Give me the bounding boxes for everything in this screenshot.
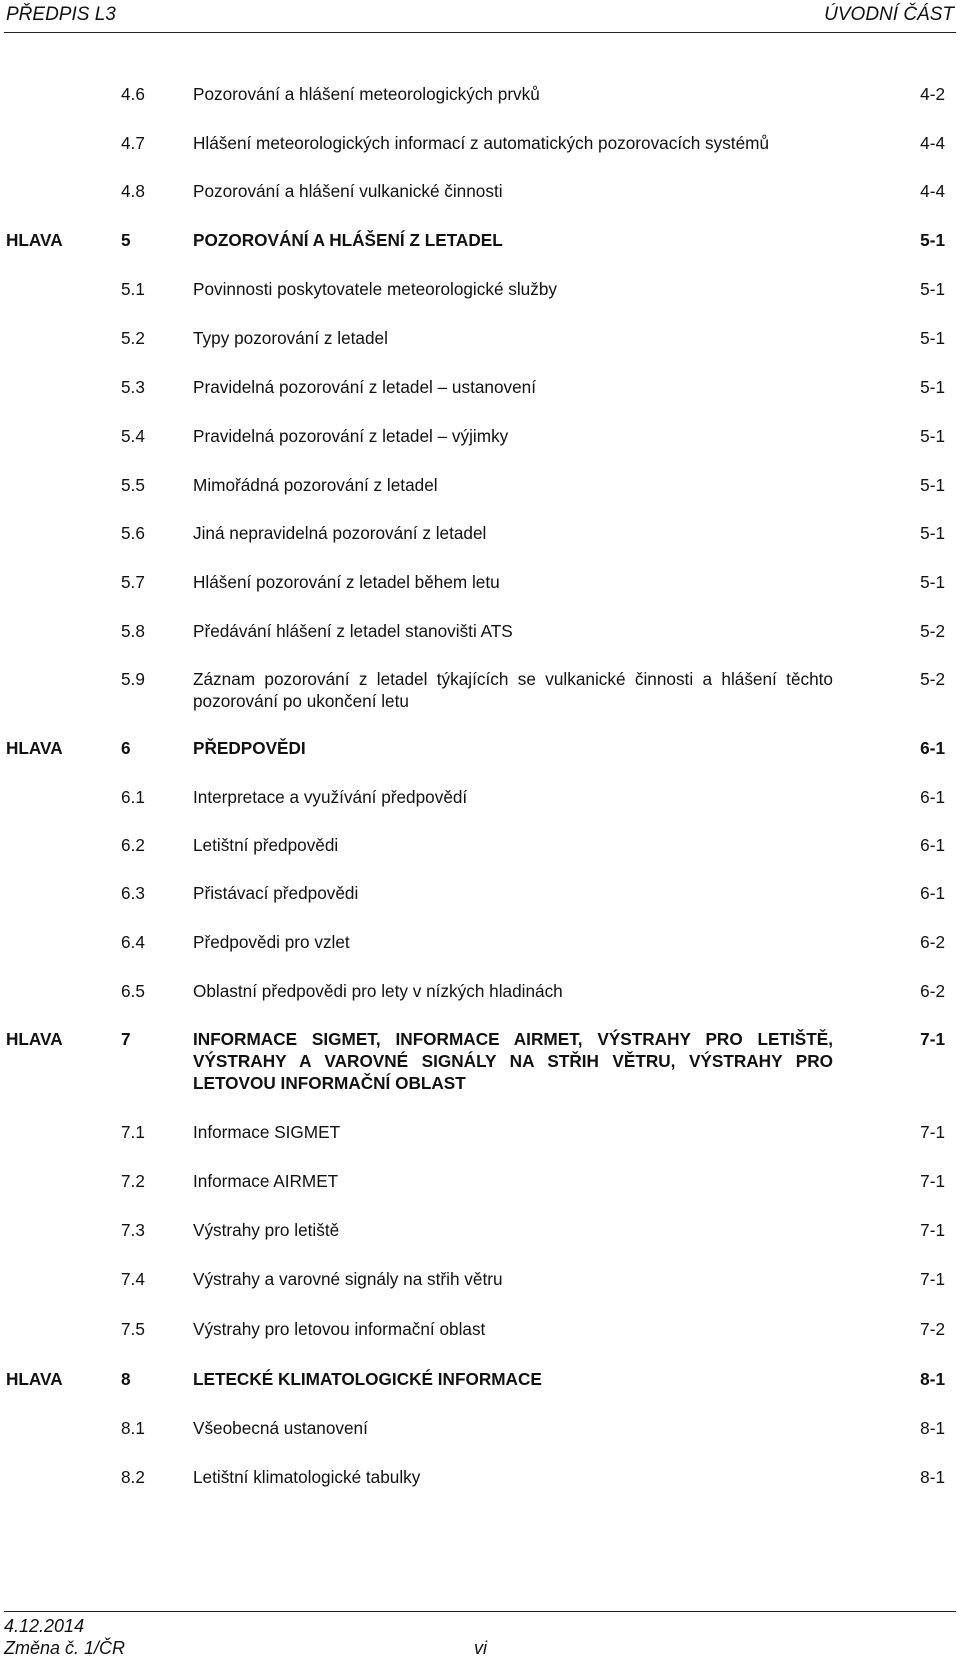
toc-title: Pozorování a hlášení meteorologických prvků	[193, 84, 540, 104]
toc-page-number: 7-1	[920, 1029, 945, 1049]
toc-number: 8.2	[121, 1467, 145, 1487]
toc-page-number: 5-1	[920, 279, 945, 299]
toc-number: 7.2	[121, 1171, 145, 1191]
toc-page-number: 4-4	[920, 133, 945, 153]
toc-page-number: 7-1	[920, 1269, 945, 1289]
toc-title: INFORMACE SIGMET, INFORMACE AIRMET, VÝSTRAHY PRO LETIŠTĚ, VÝSTRAHY A VAROVNÉ SIGNÁLY NA STŘIH VĚTRU, VÝSTRAHY PRO LETOVOU INFORMAČNÍ OBLAST	[193, 1029, 833, 1093]
toc-page-number: 5-1	[920, 475, 945, 495]
toc-title: Hlášení meteorologických informací z automatických pozorovacích systémů	[193, 133, 770, 153]
toc-title: Záznam pozorování z letadel týkajících se vulkanické činnosti a hlášení těchto pozorování po ukončení letu	[193, 669, 833, 711]
toc-page-number: 5-1	[920, 328, 945, 348]
toc-title: Pravidelná pozorování z letadel – výjimky	[193, 426, 509, 446]
toc-number: 6.3	[121, 883, 145, 903]
toc-title: Oblastní předpovědi pro lety v nízkých hladinách	[193, 981, 563, 1001]
toc-number: 5.8	[121, 621, 145, 641]
toc-number: 7	[121, 1029, 131, 1049]
toc-number: 8	[121, 1369, 131, 1389]
toc-number: 5.9	[121, 669, 145, 689]
toc-number: 6	[121, 738, 131, 758]
toc-page-number: 4-4	[920, 181, 945, 201]
toc-title: PŘEDPOVĚDI	[193, 738, 306, 758]
toc-title: Výstrahy pro letovou informační oblast	[193, 1319, 486, 1339]
toc-page-number: 7-1	[920, 1171, 945, 1191]
toc-title: Hlášení pozorování z letadel během letu	[193, 572, 500, 592]
page-footer	[4, 1611, 956, 1658]
toc-number: 6.2	[121, 835, 145, 855]
toc-number: 5.6	[121, 523, 145, 543]
toc-title: Všeobecná ustanovení	[193, 1418, 368, 1438]
toc-page-number: 8-1	[920, 1418, 945, 1438]
toc-page-number: 5-2	[920, 669, 945, 689]
page-header	[4, 4, 956, 33]
toc-page-number: 7-1	[920, 1122, 945, 1142]
toc-number: 6.1	[121, 787, 145, 807]
toc-page-number: 6-2	[920, 981, 945, 1001]
toc-page-number: 6-1	[920, 883, 945, 903]
toc-number: 7.1	[121, 1122, 145, 1142]
toc-title: Výstrahy a varovné signály na střih větru	[193, 1269, 503, 1289]
toc-page-number: 6-2	[920, 932, 945, 952]
toc-number: 7.3	[121, 1220, 145, 1240]
section-title: ÚVODNÍ ČÁST	[824, 4, 954, 25]
toc-title: POZOROVÁNÍ A HLÁŠENÍ Z LETADEL	[193, 230, 503, 250]
toc-title: Pravidelná pozorování z letadel – ustanovení	[193, 377, 537, 397]
toc-number: 5.5	[121, 475, 145, 495]
toc-number: 6.4	[121, 932, 145, 952]
toc-page-number: 8-1	[920, 1467, 945, 1487]
document-title: PŘEDPIS L3	[6, 4, 116, 25]
toc-number: 5.1	[121, 279, 145, 299]
toc-number: 4.7	[121, 133, 145, 153]
toc-number: 5.3	[121, 377, 145, 397]
toc-title: Typy pozorování z letadel	[193, 328, 388, 348]
toc-title: Letištní předpovědi	[193, 835, 339, 855]
toc-page-number: 5-1	[920, 572, 945, 592]
toc-title: Přistávací předpovědi	[193, 883, 359, 903]
toc-number: 8.1	[121, 1418, 145, 1438]
toc-title: Výstrahy pro letiště	[193, 1220, 340, 1240]
footer-page-number: vi	[474, 1638, 487, 1658]
toc-title: LETECKÉ KLIMATOLOGICKÉ INFORMACE	[193, 1369, 542, 1389]
toc-page-number: 5-1	[920, 377, 945, 397]
toc-page-number: 7-1	[920, 1220, 945, 1240]
toc-title: Předávání hlášení z letadel stanovišti ATS	[193, 621, 513, 641]
toc-page-number: 8-1	[920, 1369, 945, 1389]
toc-number: 5	[121, 230, 131, 250]
toc-number: 6.5	[121, 981, 145, 1001]
toc-title: Jiná nepravidelná pozorování z letadel	[193, 523, 487, 543]
chapter-label: HLAVA	[6, 230, 63, 250]
toc-page-number: 5-1	[920, 426, 945, 446]
toc-page-number: 7-2	[920, 1319, 945, 1339]
toc-page-number: 5-2	[920, 621, 945, 641]
toc-title: Informace AIRMET	[193, 1171, 339, 1191]
toc-title: Interpretace a využívání předpovědí	[193, 787, 468, 807]
toc-number: 5.7	[121, 572, 145, 592]
toc-number: 4.8	[121, 181, 145, 201]
toc-number: 7.4	[121, 1269, 145, 1289]
toc-page-number: 5-1	[920, 230, 945, 250]
chapter-label: HLAVA	[6, 1029, 63, 1049]
footer-date: 4.12.2014	[4, 1616, 85, 1636]
toc-number: 4.6	[121, 84, 145, 104]
toc-page-number: 6-1	[920, 835, 945, 855]
toc-title: Informace SIGMET	[193, 1122, 341, 1142]
toc-page-number: 6-1	[920, 787, 945, 807]
toc-title: Mimořádná pozorování z letadel	[193, 475, 438, 495]
toc-title: Povinnosti poskytovatele meteorologické služby	[193, 279, 557, 299]
toc-page-number: 4-2	[920, 84, 945, 104]
footer-change: Změna č. 1/ČR	[4, 1638, 126, 1658]
toc-number: 5.2	[121, 328, 145, 348]
chapter-label: HLAVA	[6, 1369, 63, 1389]
toc-title: Pozorování a hlášení vulkanické činnosti	[193, 181, 503, 201]
toc-title: Předpovědi pro vzlet	[193, 932, 350, 952]
toc-number: 5.4	[121, 426, 145, 446]
toc-page-number: 6-1	[920, 738, 945, 758]
chapter-label: HLAVA	[6, 738, 63, 758]
toc-number: 7.5	[121, 1319, 145, 1339]
toc-page-number: 5-1	[920, 523, 945, 543]
toc-title: Letištní klimatologické tabulky	[193, 1467, 421, 1487]
